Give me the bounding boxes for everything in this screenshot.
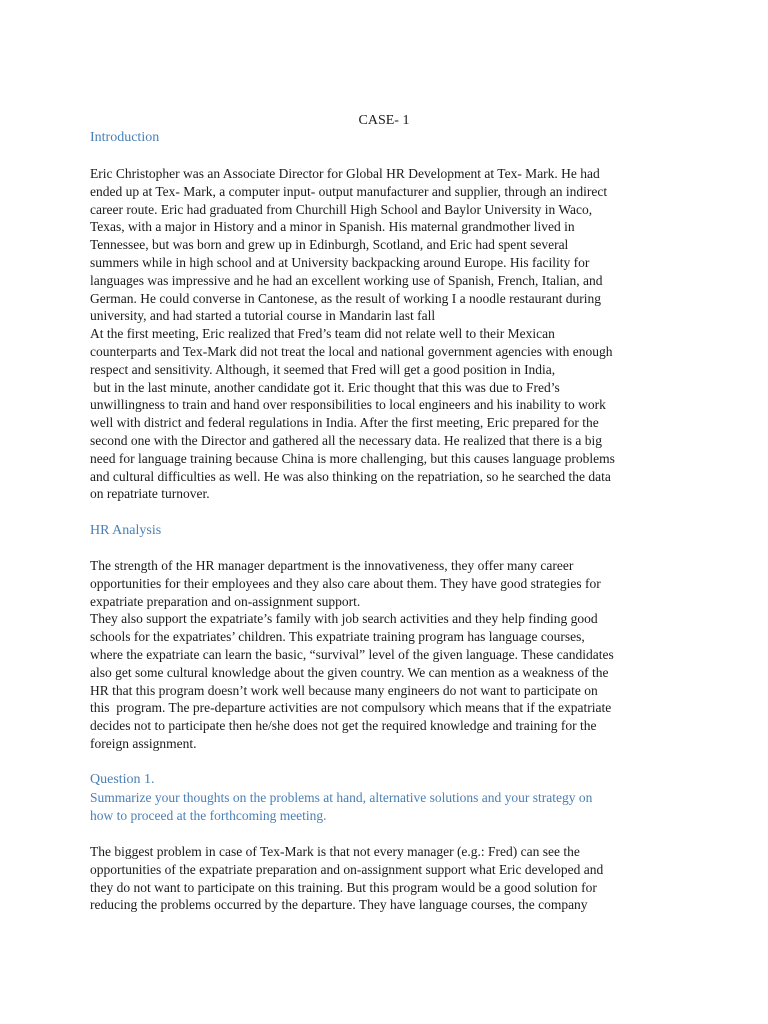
text-line: opportunities of the expatriate preparation and on-assignment support what Eric developed and — [90, 861, 604, 877]
text-line: counterparts and Tex-Mark did not treat the local and national government agencies with enough — [90, 343, 613, 359]
text-line: unwillingness to train and hand over responsibilities to local engineers and his inability to work — [90, 397, 606, 413]
question-1-prompt — [90, 789, 690, 825]
text-line: Texas, with a major in History and a minor in Spanish. His maternal grandmother lived in — [90, 219, 575, 235]
text-line: Tennessee, but was born and grew up in Edinburgh, Scotland, and Eric had spent several — [90, 237, 569, 253]
text-line: how to proceed at the forthcoming meeting. — [90, 807, 327, 823]
text-line: The biggest problem in case of Tex-Mark is that not every manager (e.g.: Fred) can see the — [90, 844, 580, 859]
hr-analysis-paragraph — [90, 557, 690, 753]
text-line: HR that this program doesn’t work well because many engineers do not want to participate on — [90, 682, 598, 698]
text-line: summers while in high school and at University backpacking around Europe. His facility for — [90, 254, 590, 270]
text-line: opportunities for their employees and they also care about them. They have good strategies for — [90, 575, 601, 591]
text-line: but in the last minute, another candidate got it. Eric thought that this was due to Fred’s — [90, 379, 560, 395]
text-line: need for language training because China is more challenging, but this causes language problems — [90, 450, 615, 466]
text-line: they do not want to participate on this training. But this program would be a good solution for — [90, 879, 597, 895]
document-title: CASE- 1 — [358, 113, 410, 128]
introduction-heading: Introduction — [90, 130, 160, 145]
text-line: Summarize your thoughts on the problems at hand, alternative solutions and your strategy on — [90, 790, 593, 805]
text-line: At the first meeting, Eric realized that Fred’s team did not relate well to their Mexican — [90, 326, 555, 342]
hr-analysis-heading: HR Analysis — [90, 523, 162, 538]
text-line: languages was impressive and he had an excellent working use of Spanish, French, Italian, and — [90, 272, 603, 288]
text-line: also get some cultural knowledge about the given country. We can mention as a weakness of the — [90, 664, 609, 680]
text-line: German. He could converse in Cantonese, as the result of working I a noodle restaurant during — [90, 290, 601, 306]
text-line: career route. Eric had graduated from Churchill High School and Baylor University in Waco, — [90, 201, 593, 217]
text-line: reducing the problems occurred by the departure. They have language courses, the company — [90, 897, 588, 913]
text-line: well with district and federal regulations in India. After the first meeting, Eric prepared for the — [90, 415, 599, 431]
text-line: The strength of the HR manager department is the innovativeness, they offer many career — [90, 558, 574, 573]
text-line: where the expatriate can learn the basic, “survival” level of the given language. These candidates — [90, 646, 614, 662]
question-1-answer — [90, 843, 690, 914]
text-line: Eric Christopher was an Associate Director for Global HR Development at Tex- Mark. He had — [90, 166, 600, 181]
text-line: schools for the expatriates’ children. This expatriate training program has language courses, — [90, 629, 585, 645]
text-line: this program. The pre-departure activities are not compulsory which means that if the expatriate — [90, 700, 612, 716]
text-line: second one with the Director and gathered all the necessary data. He realized that there is a big — [90, 432, 603, 448]
text-line: foreign assignment. — [90, 735, 197, 751]
text-line: They also support the expatriate’s family with job search activities and they help finding good — [90, 611, 598, 627]
question-1-heading: Question 1. — [90, 772, 155, 787]
introduction-paragraph — [90, 165, 690, 503]
text-line: respect and sensitivity. Although, it seemed that Fred will get a good position in India, — [90, 361, 556, 377]
text-line: and cultural difficulties as well. He was also thinking on the repatriation, so he searched the data — [90, 468, 611, 484]
text-line: university, and had started a tutorial course in Mandarin last fall — [90, 308, 436, 324]
text-line: decides not to participate then he/she does not get the required knowledge and training for the — [90, 718, 597, 734]
text-line: ended up at Tex- Mark, a computer input- output manufacturer and supplier, through an indirect — [90, 183, 608, 199]
text-line: expatriate preparation and on-assignment support. — [90, 593, 361, 609]
text-line: on repatriate turnover. — [90, 486, 210, 502]
